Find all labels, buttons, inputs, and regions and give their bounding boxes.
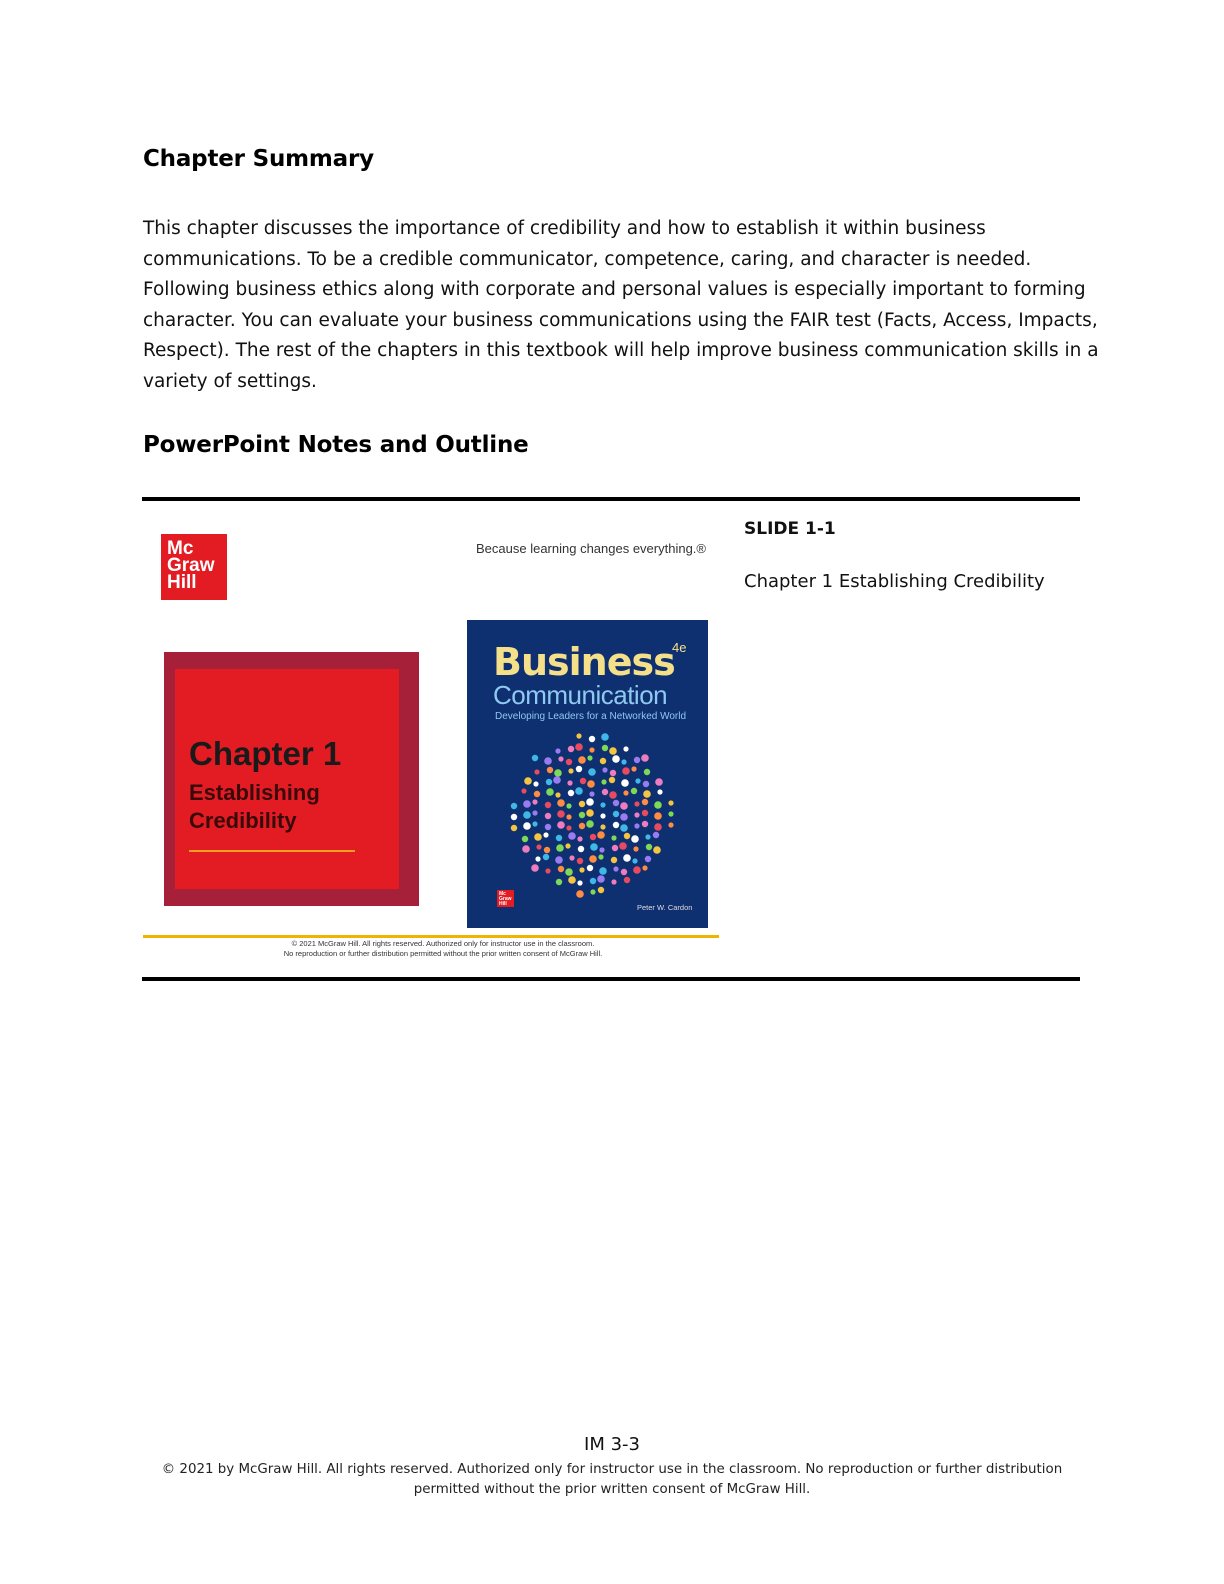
chapter-card [164, 652, 419, 906]
chapter-title-line: Credibility [189, 808, 297, 833]
chapter-title-line: Establishing [189, 780, 320, 805]
globe-dot [568, 768, 573, 773]
globe-dot [532, 755, 538, 761]
globe-dot [597, 875, 605, 883]
globe-dot [535, 856, 540, 861]
slide-copyright-line: No reproduction or further distribution permitted without the prior written consent of McGraw Hill. [283, 949, 603, 958]
book-author: Peter W. Cardon [637, 903, 693, 912]
globe-dot [621, 759, 626, 764]
globe-dot [576, 890, 584, 898]
globe-dot [511, 803, 517, 809]
globe-dot [634, 812, 639, 817]
globe-dot [579, 812, 585, 818]
globe-dot [579, 801, 585, 807]
summary-line: Respect). The rest of the chapters in this textbook will help improve business communication skills in a [143, 340, 1099, 362]
globe-dot [545, 802, 551, 808]
globe-dot [623, 854, 631, 862]
globe-dot [576, 733, 581, 738]
globe-dot [633, 866, 641, 874]
page-footer [0, 1460, 1224, 1500]
globe-dot [545, 813, 551, 819]
globe-dot [577, 880, 582, 885]
globe-dot [611, 857, 617, 863]
globe-dot [646, 844, 652, 850]
slide-copyright [143, 939, 743, 959]
globe-dot [544, 847, 550, 853]
slide-copyright-line: © 2021 McGraw Hill. All rights reserved. Authorized only for instructor use in the classroom. [291, 939, 595, 948]
globe-dot [587, 755, 592, 760]
globe-dot [631, 788, 637, 794]
globe-dot [634, 801, 639, 806]
globe-dot [587, 780, 595, 788]
globe-dot [565, 843, 570, 848]
globe-dot [589, 791, 594, 796]
globe-dot [623, 746, 628, 751]
globe-dot [620, 813, 628, 821]
globe-dot [623, 790, 628, 795]
chapter-number: Chapter 1 [189, 735, 342, 772]
globe-dot [569, 855, 574, 860]
globe-dot [558, 756, 563, 761]
globe-dot [568, 832, 576, 840]
globe-dot [589, 855, 597, 863]
globe-dot [546, 779, 552, 785]
table-bottom-rule [142, 977, 1080, 981]
globe-dot [578, 756, 586, 764]
globe-dot [599, 867, 607, 875]
globe-dot [586, 809, 594, 817]
book-subtitle: Communication [493, 680, 668, 710]
logo-line: Graw [499, 896, 512, 902]
chapter-card-inner [175, 669, 399, 889]
globe-dot [609, 791, 617, 799]
globe-dot [532, 810, 537, 815]
globe-dot [668, 822, 673, 827]
book-logo [497, 890, 514, 907]
globe-dot [645, 856, 651, 862]
globe-dot [579, 867, 584, 872]
book-tagline: Developing Leaders for a Networked World [495, 711, 687, 722]
slide-footer-rule [143, 935, 719, 938]
globe-dot [655, 778, 663, 786]
globe-dot [545, 868, 550, 873]
globe-dot [641, 754, 649, 762]
slide-thumbnail [143, 505, 723, 970]
globe-dot [643, 781, 649, 787]
globe-dot [657, 789, 662, 794]
globe-dot [590, 889, 595, 894]
globe-dot [610, 770, 616, 776]
globe-dot [555, 856, 563, 864]
globe-dot [522, 845, 530, 853]
globe-dot [580, 778, 586, 784]
globe-dot [613, 811, 619, 817]
globe-dot [522, 836, 528, 842]
globe-dot [589, 736, 595, 742]
globe-dot [634, 823, 639, 828]
slide-note: Chapter 1 Establishing Credibility [744, 571, 1045, 592]
globe-dot [624, 833, 630, 839]
globe-dot [566, 759, 572, 765]
book-edition: 4e [672, 640, 687, 655]
globe-dot [523, 822, 531, 830]
globe-dot [600, 824, 605, 829]
globe-dot [600, 758, 606, 764]
globe-dot [567, 780, 572, 785]
globe-dot [654, 823, 662, 831]
chapter-title [189, 779, 320, 835]
globe-dot [543, 854, 549, 860]
globe-dot [599, 847, 604, 852]
globe-dot [654, 801, 662, 809]
globe-dot [598, 887, 604, 893]
globe-dot [546, 788, 554, 796]
globe-dot [577, 858, 583, 864]
globe-dot [612, 755, 620, 763]
globe-dot [523, 811, 531, 819]
summary-line: Following business ethics along with corporate and personal values is especially important to forming [143, 279, 1086, 301]
globe-dot [523, 800, 531, 808]
footer-line: permitted without the prior written consent of McGraw Hill. [413, 1482, 811, 1497]
globe-dot [556, 835, 562, 841]
globe-dot [577, 836, 582, 841]
logo-line: Mc [167, 538, 194, 559]
globe-dot [566, 803, 571, 808]
summary-line: variety of settings. [143, 370, 317, 392]
globe-dot [633, 846, 638, 851]
globe-dot [534, 791, 540, 797]
globe-dot [511, 814, 517, 820]
globe-dot [601, 733, 609, 741]
globe-dot [653, 846, 661, 854]
globe-dot [553, 776, 561, 784]
globe-dot [558, 866, 564, 872]
globe-dot [534, 769, 539, 774]
globe-dot [579, 823, 585, 829]
globe-dot [613, 822, 619, 828]
globe-dot [634, 757, 640, 763]
globe-dot [613, 866, 618, 871]
globe-dot [600, 802, 605, 807]
globe-dot [590, 834, 596, 840]
book-cover [467, 620, 708, 928]
globe-dot [619, 842, 627, 850]
globe-dot [565, 868, 573, 876]
globe-dot [511, 825, 517, 831]
page-number: IM 3-3 [584, 1434, 640, 1455]
globe-dot [575, 787, 583, 795]
globe-dot [575, 743, 583, 751]
logo-line: Mc [499, 891, 506, 897]
globe-dot [533, 781, 538, 786]
globe-dot [609, 747, 617, 755]
globe-dot [586, 820, 594, 828]
globe-dot [624, 877, 630, 883]
globe-dot [531, 864, 539, 872]
globe-dot [547, 767, 553, 773]
globe-dot [621, 779, 629, 787]
globe-dot [642, 810, 648, 816]
globe-dot [654, 812, 662, 820]
globe-dot [590, 843, 598, 851]
globe-dot [556, 879, 562, 885]
summary-line: This chapter discusses the importance of credibility and how to establish it within business [143, 218, 986, 239]
globe-dot [568, 746, 574, 752]
globe-dot [602, 789, 608, 795]
footer-line: © 2021 by McGraw Hill. All rights reserved. Authorized only for instructor use in the classroom. No reproduction or further distribution [161, 1462, 1063, 1477]
summary-line: character. You can evaluate your business communications using the FAIR test (Facts, Access, Impacts, [143, 309, 1098, 331]
globe-dot [620, 824, 628, 832]
globe-dot [642, 821, 648, 827]
globe-dot [642, 865, 647, 870]
globe-dot [557, 799, 565, 807]
globe-dot [543, 832, 548, 837]
chapter-summary-paragraph [143, 214, 1099, 398]
globe-dot [532, 821, 537, 826]
globe-dot [598, 854, 603, 859]
globe-dot [578, 846, 584, 852]
globe-dot [668, 811, 673, 816]
globe-dot [602, 745, 608, 751]
logo-line: Hill [167, 572, 197, 593]
logo-line: Hill [499, 901, 507, 907]
globe-dot [532, 799, 537, 804]
globe-dot [597, 831, 605, 839]
logo-line: Graw [167, 555, 215, 576]
globe-dot [642, 799, 648, 805]
globe-dot [588, 768, 596, 776]
globe-dot [587, 865, 593, 871]
book-title: Business [493, 640, 675, 684]
chapter-underline [189, 850, 355, 852]
summary-line: communications. To be a credible communicator, competence, caring, and character is needed. [143, 248, 1032, 270]
globe-dot [545, 824, 551, 830]
globe-dot [602, 767, 607, 772]
globe-dot [621, 869, 627, 875]
chapter-summary-heading: Chapter Summary [143, 146, 374, 172]
globe-dot [643, 790, 651, 798]
globe-dot [521, 788, 526, 793]
globe-dot [554, 769, 562, 777]
globe-dot [536, 844, 541, 849]
globe-dot [590, 878, 596, 884]
table-top-rule [142, 497, 1080, 501]
globe-dot [601, 779, 606, 784]
globe-dot [644, 769, 650, 775]
globe-dot [557, 810, 565, 818]
globe-dot [653, 832, 659, 838]
globe-dot [524, 777, 532, 785]
globe-dot [620, 802, 628, 810]
globe-dot [622, 767, 630, 775]
globe-dot [557, 821, 565, 829]
globe-dot [611, 835, 616, 840]
globe-dot [635, 778, 640, 783]
globe-dot [609, 777, 615, 783]
globe-dot [589, 747, 594, 752]
globe-dot [555, 748, 560, 753]
globe-dot [645, 834, 650, 839]
slide-label: SLIDE 1-1 [744, 519, 836, 539]
slide-tagline: Because learning changes everything.® [476, 541, 707, 556]
globe-dot [631, 835, 639, 843]
globe-dot [566, 825, 571, 830]
globe-dot [556, 844, 564, 852]
globe-dot [613, 800, 619, 806]
globe-dot [668, 800, 673, 805]
globe-dot [632, 858, 637, 863]
globe-dot [631, 766, 636, 771]
globe-dot [566, 814, 571, 819]
globe-dot [555, 792, 560, 797]
globe-dot [568, 790, 574, 796]
globe-dot [611, 879, 616, 884]
mcgraw-hill-logo [161, 534, 227, 600]
globe-dot [612, 845, 618, 851]
icon-globe-graphic [507, 730, 677, 900]
globe-dot [576, 766, 582, 772]
globe-dot [600, 813, 605, 818]
globe-dot [534, 833, 542, 841]
globe-dot [544, 757, 552, 765]
globe-dot [568, 876, 576, 884]
powerpoint-heading: PowerPoint Notes and Outline [143, 432, 529, 458]
globe-dot [586, 798, 594, 806]
